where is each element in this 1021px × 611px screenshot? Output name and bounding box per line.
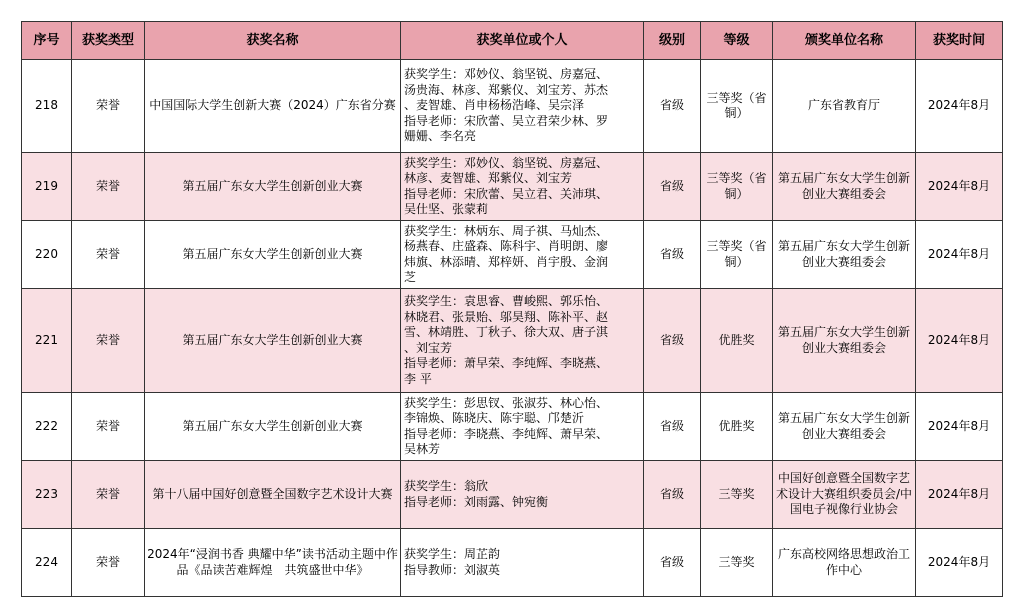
cell-award-name: 第五届广东女大学生创新创业大赛 <box>145 393 401 461</box>
cell-level: 省级 <box>644 153 701 221</box>
cell-type: 荣誉 <box>72 221 145 289</box>
winner-line: 指导老师：宋欣蕾、吴立君、关沛琪、 <box>404 186 609 201</box>
cell-type: 荣誉 <box>72 60 145 153</box>
winner-line: 、刘宝芳 <box>404 340 453 355</box>
table-row <box>22 461 1003 529</box>
cell-grade: 三等奖（省铜） <box>701 153 773 221</box>
table-row <box>22 221 1003 289</box>
winner-line: 炜旗、林添晴、郑梓妍、肖宇殷、金润 <box>404 254 609 269</box>
cell-issuer: 中国好创意暨全国数字艺术设计大赛组织委员会/中国电子视像行业协会 <box>773 461 916 529</box>
cell-no: 224 <box>22 529 72 597</box>
cell-winners <box>401 529 644 597</box>
winner-line: 杨燕春、庄盛森、陈科宇、肖明朗、廖 <box>404 239 609 253</box>
cell-no: 221 <box>22 289 72 393</box>
cell-date: 2024年8月 <box>916 461 1003 529</box>
cell-issuer: 广东高校网络思想政治工作中心 <box>773 529 916 597</box>
winner-line: 林晓君、张景贻、邬昊翔、陈补平、赵 <box>404 309 609 324</box>
cell-winners <box>401 221 644 289</box>
cell-date: 2024年8月 <box>916 393 1003 461</box>
cell-type: 荣誉 <box>72 461 145 529</box>
cell-type: 荣誉 <box>72 289 145 393</box>
cell-level: 省级 <box>644 221 701 289</box>
cell-award-name: 2024年“浸润书香 典耀中华”读书活动主题中作品《品读苦难辉煌 共筑盛世中华》 <box>145 529 401 597</box>
winner-line: 李 平 <box>404 371 432 386</box>
winner-line: 获奖学生：彭思钗、张淑芬、林心怡、 <box>404 395 609 410</box>
winner-line: 林彦、麦智雄、郑紫仪、刘宝芳 <box>404 171 573 185</box>
winner-line: 芝 <box>404 270 417 284</box>
header-winners: 获奖单位或个人 <box>401 22 644 60</box>
cell-grade: 优胜奖 <box>701 393 773 461</box>
winner-line: 获奖学生：林炳东、周子祺、马灿杰、 <box>404 223 609 238</box>
header-type: 获奖类型 <box>72 22 145 60</box>
cell-date: 2024年8月 <box>916 153 1003 221</box>
cell-issuer: 第五届广东女大学生创新创业大赛组委会 <box>773 393 916 461</box>
table-row <box>22 393 1003 461</box>
cell-no: 218 <box>22 60 72 153</box>
cell-winners <box>401 393 644 461</box>
cell-issuer: 第五届广东女大学生创新创业大赛组委会 <box>773 221 916 289</box>
table-row <box>22 529 1003 597</box>
cell-level: 省级 <box>644 393 701 461</box>
winner-line: 指导老师：宋欣蕾、吴立君荣少林、罗 <box>404 113 609 128</box>
cell-winners <box>401 60 644 153</box>
winner-line: 、麦智雄、肖申杨杨浩峰、吴宗泽 <box>404 98 585 113</box>
cell-grade: 优胜奖 <box>701 289 773 393</box>
cell-issuer: 第五届广东女大学生创新创业大赛组委会 <box>773 153 916 221</box>
cell-level: 省级 <box>644 60 701 153</box>
cell-no: 223 <box>22 461 72 529</box>
header-level: 级别 <box>644 22 701 60</box>
table-row <box>22 60 1003 153</box>
cell-issuer: 第五届广东女大学生创新创业大赛组委会 <box>773 289 916 393</box>
cell-winners <box>401 461 644 529</box>
header-issuer: 颁奖单位名称 <box>773 22 916 60</box>
cell-award-name: 第五届广东女大学生创新创业大赛 <box>145 221 401 289</box>
header-row <box>22 22 1003 60</box>
winner-line: 汤贵海、林彦、郑紫仪、刘宝芳、苏杰 <box>404 82 609 97</box>
winner-line: 吴林芳 <box>404 442 441 456</box>
cell-date: 2024年8月 <box>916 60 1003 153</box>
table-row <box>22 153 1003 221</box>
winner-line: 姗姗、李名亮 <box>404 129 477 144</box>
winner-line: 获奖学生：邓妙仪、翁坚锐、房嘉冠、 <box>404 155 609 170</box>
cell-grade: 三等奖（省铜） <box>701 221 773 289</box>
cell-no: 219 <box>22 153 72 221</box>
winner-line: 获奖学生：袁思睿、曹峻熙、郭乐怡、 <box>404 294 609 308</box>
cell-no: 222 <box>22 393 72 461</box>
cell-grade: 三等奖 <box>701 461 773 529</box>
cell-grade: 三等奖 <box>701 529 773 597</box>
winner-line: 指导教师：刘淑英 <box>404 562 501 577</box>
cell-award-name: 第五届广东女大学生创新创业大赛 <box>145 153 401 221</box>
winner-line: 指导老师：刘雨露、钟宛衡 <box>404 494 549 509</box>
cell-date: 2024年8月 <box>916 221 1003 289</box>
winner-line: 李锦焕、陈晓庆、陈宇聪、邝楚沂 <box>404 411 585 425</box>
winner-line: 获奖学生：周芷韵 <box>404 547 501 561</box>
winner-line: 雪、林靖胜、丁秋子、徐大双、唐子淇 <box>404 325 609 339</box>
cell-award-name: 第五届广东女大学生创新创业大赛 <box>145 289 401 393</box>
winner-line: 获奖学生：邓妙仪、翁坚锐、房嘉冠、 <box>404 67 609 82</box>
cell-issuer: 广东省教育厅 <box>773 60 916 153</box>
table-body <box>22 60 1003 597</box>
cell-level: 省级 <box>644 289 701 393</box>
winner-line: 获奖学生：翁欣 <box>404 479 489 493</box>
winner-line: 指导老师：萧早荣、李纯辉、李晓燕、 <box>404 356 609 370</box>
header-date: 获奖时间 <box>916 22 1003 60</box>
cell-type: 荣誉 <box>72 529 145 597</box>
cell-grade: 三等奖（省铜） <box>701 60 773 153</box>
cell-no: 220 <box>22 221 72 289</box>
header-no: 序号 <box>22 22 72 60</box>
cell-date: 2024年8月 <box>916 529 1003 597</box>
cell-winners <box>401 153 644 221</box>
cell-level: 省级 <box>644 529 701 597</box>
table-row <box>22 289 1003 393</box>
header-grade: 等级 <box>701 22 773 60</box>
winner-line: 指导老师：李晓燕、李纯辉、萧早荣、 <box>404 426 609 441</box>
cell-date: 2024年8月 <box>916 289 1003 393</box>
cell-level: 省级 <box>644 461 701 529</box>
cell-award-name: 中国国际大学生创新大赛（2024）广东省分赛 <box>145 60 401 153</box>
cell-type: 荣誉 <box>72 393 145 461</box>
cell-type: 荣誉 <box>72 153 145 221</box>
header-name: 获奖名称 <box>145 22 401 60</box>
awards-table <box>21 21 1003 597</box>
winner-line: 吴仕坚、张蒙莉 <box>404 202 489 216</box>
cell-award-name: 第十八届中国好创意暨全国数字艺术设计大赛 <box>145 461 401 529</box>
cell-winners <box>401 289 644 393</box>
